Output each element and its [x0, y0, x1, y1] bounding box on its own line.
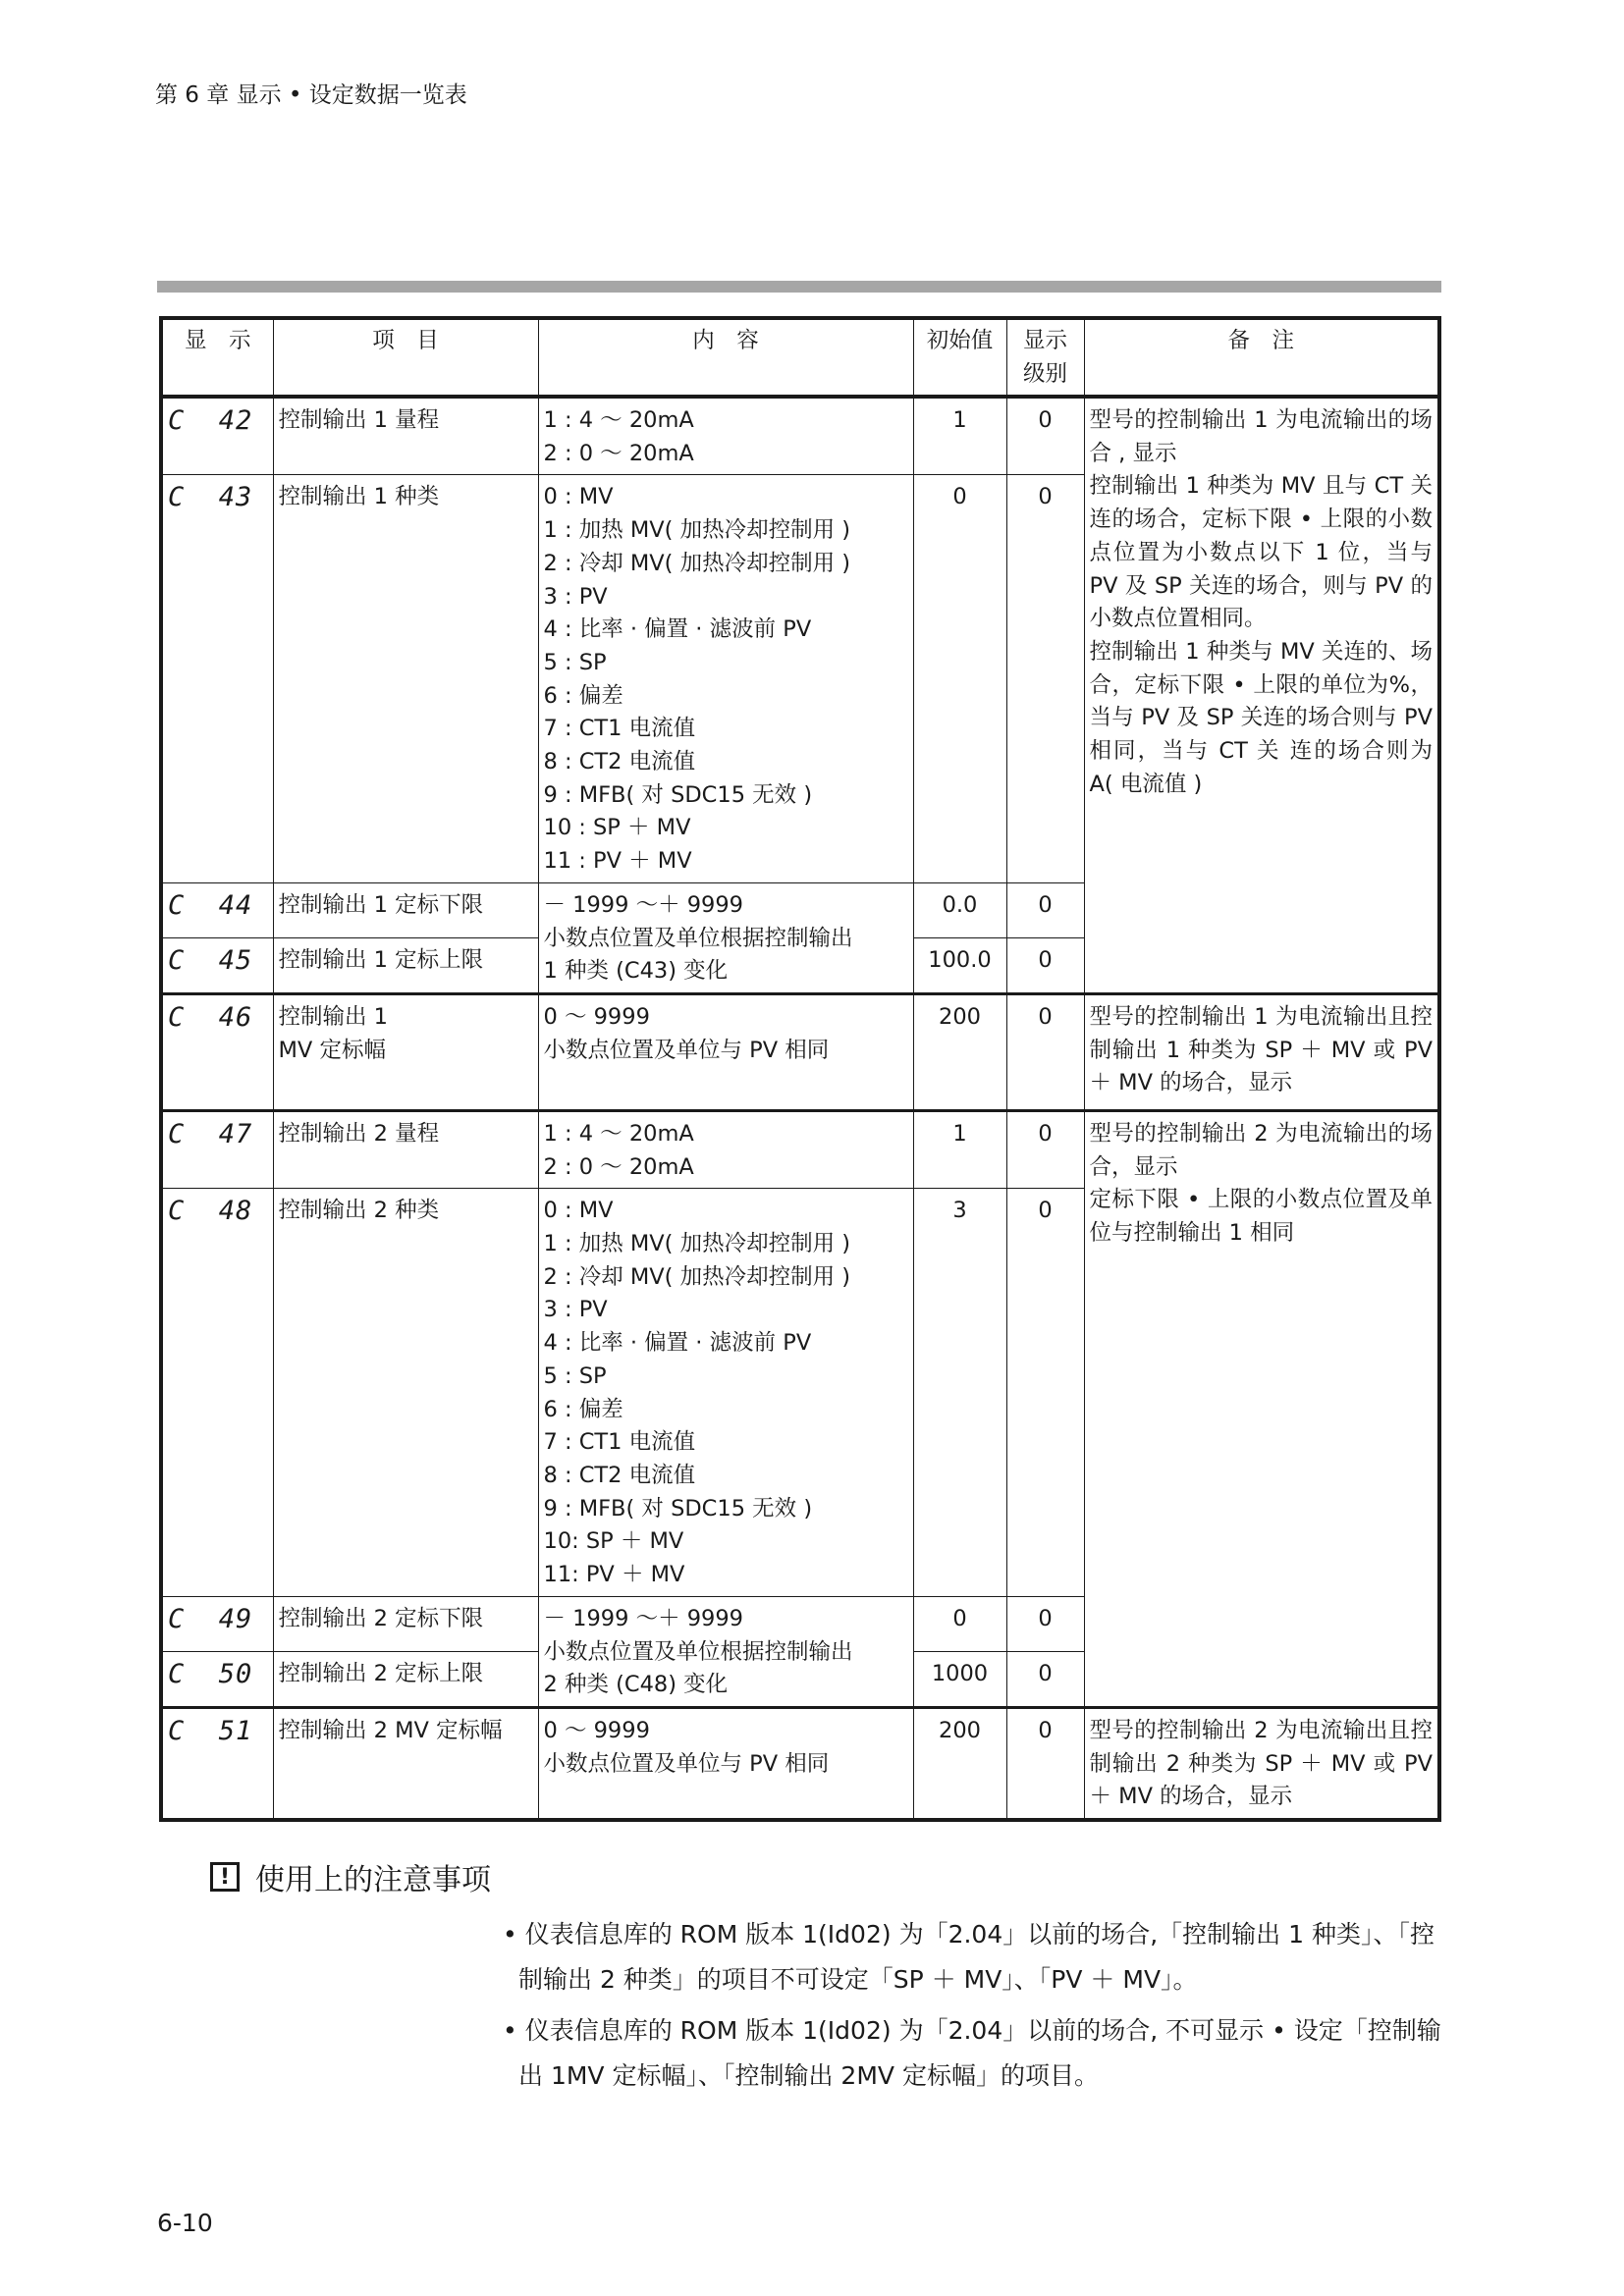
display-code: C 48 — [161, 1189, 273, 1596]
item-name: 控制输出 1 种类 — [273, 475, 538, 882]
content-cell: 0 ～ 9999 小数点位置及单位与 PV 相同 — [538, 993, 913, 1110]
content-cell: 0 : MV 1 : 加热 MV( 加热冷却控制用 ) 2 : 冷却 MV( 加热冷却控制用 ) 3 : PV 4 : 比率 · 偏置 · 滤波前 PV 5 : SP 6 : 偏差 7 : CT1 电流值 8 : CT2 电流值 9 : MFB( 对 SDC15 无效 ) 10: SP ＋ MV 11: PV ＋ MV — [538, 1189, 913, 1596]
notice-item: • 仪表信息库的 ROM 版本 1(Id02) 为「2.04」以前的场合, 不可显示 • 设定「控制输出 1MV 定标幅」、「控制输出 2MV 定标幅」的项目。 — [503, 2016, 1441, 2090]
display-code: C 42 — [161, 397, 273, 475]
content-cell: 0 : MV 1 : 加热 MV( 加热冷却控制用 ) 2 : 冷却 MV( 加热冷却控制用 ) 3 : PV 4 : 比率 · 偏置 · 滤波前 PV 5 : SP 6 : 偏差 7 : CT1 电流值 8 : CT2 电流值 9 : MFB( 对 SDC15 无效 ) 10 : SP ＋ MV 11 : PV ＋ MV — [538, 475, 913, 882]
item-name: 控制输出 1 定标上限 — [273, 937, 538, 993]
display-code: C 50 — [161, 1651, 273, 1707]
initial-value: 100.0 — [913, 937, 1006, 993]
table-row — [161, 993, 1439, 1110]
display-level: 0 — [1006, 475, 1084, 882]
note-cell: 型号的控制输出 1 为电流输出且控制输出 1 种类为 SP ＋ MV 或 PV ＋ MV 的场合，显示 — [1084, 993, 1439, 1110]
header-level: 显示 级别 — [1006, 318, 1084, 397]
display-code: C 47 — [161, 1110, 273, 1188]
display-level: 0 — [1006, 1651, 1084, 1707]
initial-value: 0.0 — [913, 882, 1006, 937]
note-cell: 型号的控制输出 2 为电流输出且控制输出 2 种类为 SP ＋ MV 或 PV ＋ MV 的场合，显示 — [1084, 1707, 1439, 1820]
item-name: 控制输出 2 定标上限 — [273, 1651, 538, 1707]
header-display: 显 示 — [161, 318, 273, 397]
notice-item: • 仪表信息库的 ROM 版本 1(Id02) 为「2.04」以前的场合,「控制输出 1 种类」、「控制输出 2 种类」的项目不可设定「SP ＋ MV」、「PV ＋ MV」。 — [503, 1920, 1435, 1994]
header-rule — [157, 281, 1441, 293]
initial-value: 1000 — [913, 1651, 1006, 1707]
table-row — [161, 397, 1439, 475]
header-content: 内 容 — [538, 318, 913, 397]
content-cell: 0 ～ 9999 小数点位置及单位与 PV 相同 — [538, 1707, 913, 1820]
item-name: 控制输出 1 量程 — [273, 397, 538, 475]
display-level: 0 — [1006, 397, 1084, 475]
header-initial: 初始值 — [913, 318, 1006, 397]
table-row — [161, 1707, 1439, 1820]
caution-icon: ! — [210, 1862, 240, 1892]
display-level: 0 — [1006, 1707, 1084, 1820]
initial-value: 1 — [913, 397, 1006, 475]
item-name: 控制输出 2 量程 — [273, 1110, 538, 1188]
item-name: 控制输出 1 MV 定标幅 — [273, 993, 538, 1110]
item-name: 控制输出 1 定标下限 — [273, 882, 538, 937]
content-cell: 1 : 4 ～ 20mA 2 : 0 ～ 20mA — [538, 1110, 913, 1188]
parameter-table — [159, 316, 1441, 1822]
note-cell: 型号的控制输出 2 为电流输出的场合，显示 定标下限 • 上限的小数点位置及单位与控制输出 1 相同 — [1084, 1110, 1439, 1707]
notice-title: 使用上的注意事项 — [255, 1863, 491, 1897]
note-cell: 型号的控制输出 1 为电流输出的场合 , 显示 控制输出 1 种类为 MV 且与 CT 关连的场合，定标下限 • 上限的小数点位置为小数点以下 1 位，当与 PV 及 SP 关连的场合，则与 PV 的小数点位置相同。 控制输出 1 种类与 MV 关连的、场合，定标下限 • 上限的单位为%，当与 PV 及 SP 关连的场合则与 PV 相同，当与 CT 关 连的场合则为 A( 电流值 ) — [1084, 397, 1439, 993]
header-note: 备 注 — [1084, 318, 1439, 397]
display-code: C 46 — [161, 993, 273, 1110]
display-level: 0 — [1006, 1596, 1084, 1651]
content-cell: － 1999 ～＋ 9999 小数点位置及单位根据控制输出 2 种类 (C48) 变化 — [538, 1596, 913, 1707]
display-code: C 49 — [161, 1596, 273, 1651]
chapter-header: 第 6 章 显示 • 设定数据一览表 — [155, 82, 467, 108]
item-name: 控制输出 2 定标下限 — [273, 1596, 538, 1651]
item-name: 控制输出 2 种类 — [273, 1189, 538, 1596]
display-code: C 43 — [161, 475, 273, 882]
notice-list — [503, 1912, 1445, 2105]
initial-value: 0 — [913, 475, 1006, 882]
content-cell: － 1999 ～＋ 9999 小数点位置及单位根据控制输出 1 种类 (C43) 变化 — [538, 882, 913, 993]
initial-value: 200 — [913, 993, 1006, 1110]
content-cell: 1 : 4 ～ 20mA 2 : 0 ～ 20mA — [538, 397, 913, 475]
initial-value: 1 — [913, 1110, 1006, 1188]
display-level: 0 — [1006, 882, 1084, 937]
header-item: 项 目 — [273, 318, 538, 397]
page-number: 6-10 — [157, 2209, 213, 2237]
display-code: C 45 — [161, 937, 273, 993]
table-header-row — [161, 318, 1439, 397]
initial-value: 200 — [913, 1707, 1006, 1820]
item-name: 控制输出 2 MV 定标幅 — [273, 1707, 538, 1820]
display-level: 0 — [1006, 1189, 1084, 1596]
initial-value: 3 — [913, 1189, 1006, 1596]
initial-value: 0 — [913, 1596, 1006, 1651]
display-level: 0 — [1006, 937, 1084, 993]
table-row — [161, 1110, 1439, 1188]
notice-heading — [210, 1855, 491, 1898]
display-level: 0 — [1006, 993, 1084, 1110]
display-code: C 44 — [161, 882, 273, 937]
display-code: C 51 — [161, 1707, 273, 1820]
display-level: 0 — [1006, 1110, 1084, 1188]
